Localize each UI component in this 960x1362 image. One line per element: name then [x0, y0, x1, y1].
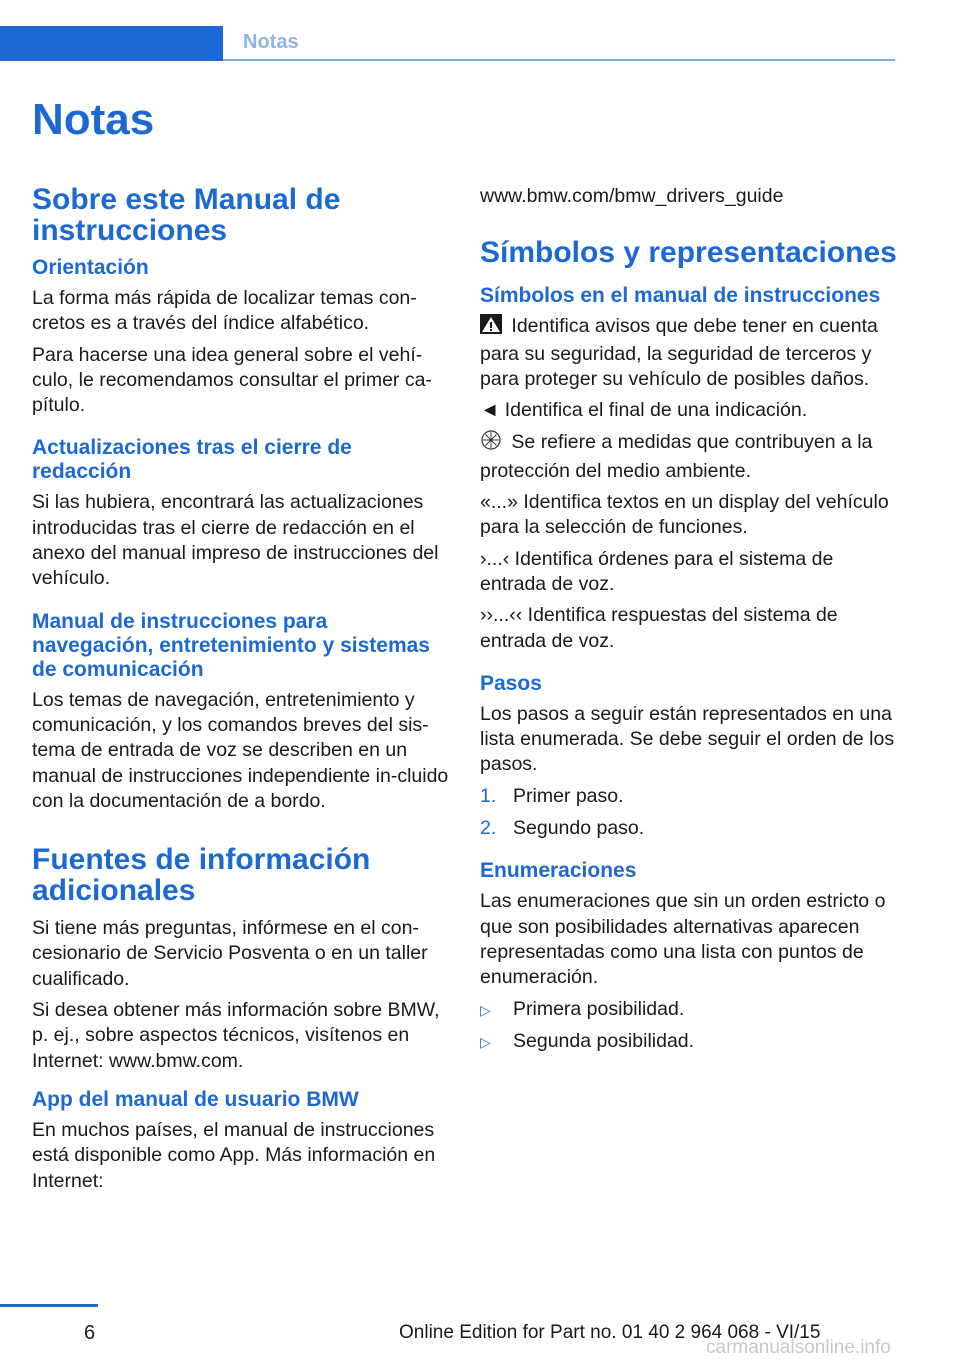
paragraph-end-marker: ◄ Identifica el final de una indicación. [480, 399, 808, 422]
subsection-symbols-manual [480, 284, 898, 654]
subsection-actualizaciones [32, 436, 450, 591]
section-additional-sources [32, 844, 450, 1194]
environment-icon [480, 429, 502, 458]
step-number: 1. [480, 784, 497, 807]
paragraph: Si las hubiera, encontrará las actualizaciones introducidas tras el cierre de redacción en el anexo del manual impreso de instrucciones del vehículo. [32, 491, 439, 590]
warning-triangle-icon [480, 314, 502, 341]
paragraph: Para hacerse una idea general sobre el vehí-culo, le recomendamos consultar el primer ca-pítulo. [32, 343, 432, 417]
footer-edition: Online Edition for Part no. 01 40 2 964 068 - VI/15 [399, 1322, 821, 1343]
list-item [480, 1029, 898, 1054]
subsection-title: Manual de instrucciones para navegación, entretenimiento y sistemas de comunicación [32, 609, 430, 681]
section-title: Fuentes de información adicionales [32, 843, 371, 908]
warning-text: Identifica avisos que debe tener en cuenta para su seguridad, la seguridad de terceros y para proteger su vehículo de posibles daños. [480, 315, 878, 390]
section-symbols [480, 237, 898, 1054]
header-accent-bar [0, 26, 223, 61]
paragraph: La forma más rápida de localizar temas con-cretos es a través del índice alfabético. [32, 287, 417, 335]
paragraph: Los temas de navegación, entretenimiento y comunicación, y los comandos breves del sis-tema de entrada de voz se describen en un manual de instrucciones independiente in-cluido con la documentación de a bordo. [32, 688, 449, 812]
subsection-app [32, 1088, 450, 1194]
paragraph: Si desea obtener más información sobre BMW, p. ej., sobre aspectos técnicos, visítenos en Internet: www.bmw.com. [32, 999, 440, 1072]
section-title: Símbolos y representaciones [480, 236, 897, 270]
subsection-enumeraciones [480, 859, 898, 1054]
paragraph-warning [480, 314, 898, 392]
paragraph-display: «...» Identifica textos en un display del vehículo para la selección de funciones. [480, 491, 889, 539]
subsection-title: App del manual de usuario BMW [32, 1087, 359, 1111]
bullets-list [480, 997, 898, 1055]
section-about-manual [32, 184, 450, 814]
step-text: Segundo paso. [513, 817, 645, 840]
subsection-orientacion [32, 256, 450, 418]
subsection-title: Actualizaciones tras el cierre de redacción [32, 436, 352, 484]
page-number: 6 [84, 1322, 96, 1344]
list-item [480, 784, 898, 809]
paragraph: Si tiene más preguntas, infórmese en el con-cesionario de Servicio Posventa o en un taller cualificado. [32, 917, 428, 990]
subsection-title: Orientación [32, 256, 149, 279]
footer-rule [0, 1304, 98, 1307]
paragraph-voice-responses: ››...‹‹ Identifica respuestas del sistema de entrada de voz. [480, 604, 838, 652]
list-item [480, 997, 898, 1022]
triangle-bullet-icon: ▷ [480, 1001, 491, 1018]
subsection-manual-navegacion [32, 610, 450, 814]
paragraph: Las enumeraciones que sin un orden estricto o que son posibilidades alternativas aparecen representadas como una lista con puntos de enumeración. [480, 890, 886, 989]
section-title: Sobre este Manual de instrucciones [32, 183, 341, 247]
subsection-title: Pasos [480, 671, 542, 695]
paragraph: Los pasos a seguir están representados en una lista enumerada. Se debe seguir el orden de los pasos. [480, 702, 895, 776]
environment-text: Se refiere a medidas que contribuyen a la protección del medio ambiente. [480, 431, 873, 482]
subsection-title: Símbolos en el manual de instrucciones [480, 284, 881, 308]
subsection-pasos [480, 672, 898, 841]
step-text: Primer paso. [513, 784, 624, 807]
right-column [480, 184, 898, 1072]
paragraph-environment [480, 429, 898, 484]
bullet-text: Primera posibilidad. [513, 997, 685, 1020]
watermark: carmanualsonline.info [706, 1337, 891, 1358]
triangle-bullet-icon: ▷ [480, 1033, 491, 1050]
list-item [480, 816, 898, 841]
paragraph: En muchos países, el manual de instrucciones está disponible como App. Más información en Internet: [32, 1118, 436, 1192]
step-number: 2. [480, 817, 497, 840]
paragraph-voice-commands: ›...‹ Identifica órdenes para el sistema de entrada de voz. [480, 547, 834, 595]
bullet-text: Segunda posibilidad. [513, 1029, 695, 1052]
page-title: Notas [32, 95, 155, 144]
header-rule [223, 59, 895, 61]
left-column [32, 184, 450, 1212]
steps-list [480, 784, 898, 842]
running-header: Notas [243, 31, 299, 53]
drivers-guide-url: www.bmw.com/bmw_drivers_guide [480, 185, 784, 207]
subsection-title: Enumeraciones [480, 859, 637, 883]
